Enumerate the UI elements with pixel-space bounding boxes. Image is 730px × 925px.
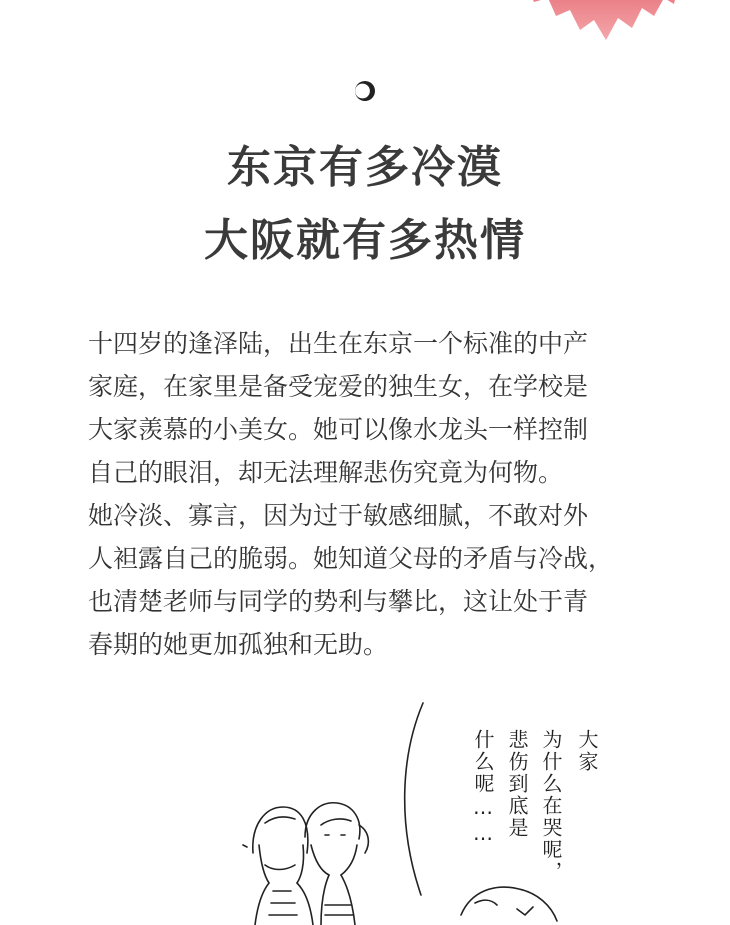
title-line-1: 东京有多冷漠 <box>227 142 503 193</box>
bubble-column-2: 为什么在哭呢， <box>539 729 563 883</box>
bubble-column-4: 什么呢…… <box>471 729 495 847</box>
paragraph-line: 人袒露自己的脆弱。她知道父母的矛盾与冷战， <box>88 544 614 573</box>
crescent-moon-icon <box>353 79 377 103</box>
bubble-column-1: 大家 <box>575 729 599 773</box>
paragraph-line: 春期的她更加孤独和无助。 <box>88 630 389 659</box>
title-line-2: 大阪就有多热情 <box>204 215 526 266</box>
paragraph-line: 家庭，在家里是备受宠爱的独生女，在学校是 <box>88 372 589 401</box>
intro-paragraph <box>88 322 648 666</box>
bubble-column-3: 悲伤到底是 <box>505 729 529 839</box>
paragraph-line: 自己的眼泪，却无法理解悲伤究竟为何物。 <box>88 458 564 487</box>
paragraph-line: 十四岁的逢泽陆，出生在东京一个标准的中产 <box>88 329 589 358</box>
paragraph-line: 大家羡慕的小美女。她可以像水龙头一样控制 <box>88 415 589 444</box>
flower-decoration <box>514 0 684 44</box>
paragraph-line: 也清楚老师与同学的势利与攀比，这让处于青 <box>88 587 589 616</box>
paragraph-line: 她冷淡、寡言，因为过于敏感细腻，不敢对外 <box>88 501 589 530</box>
comic-illustration <box>225 695 615 925</box>
